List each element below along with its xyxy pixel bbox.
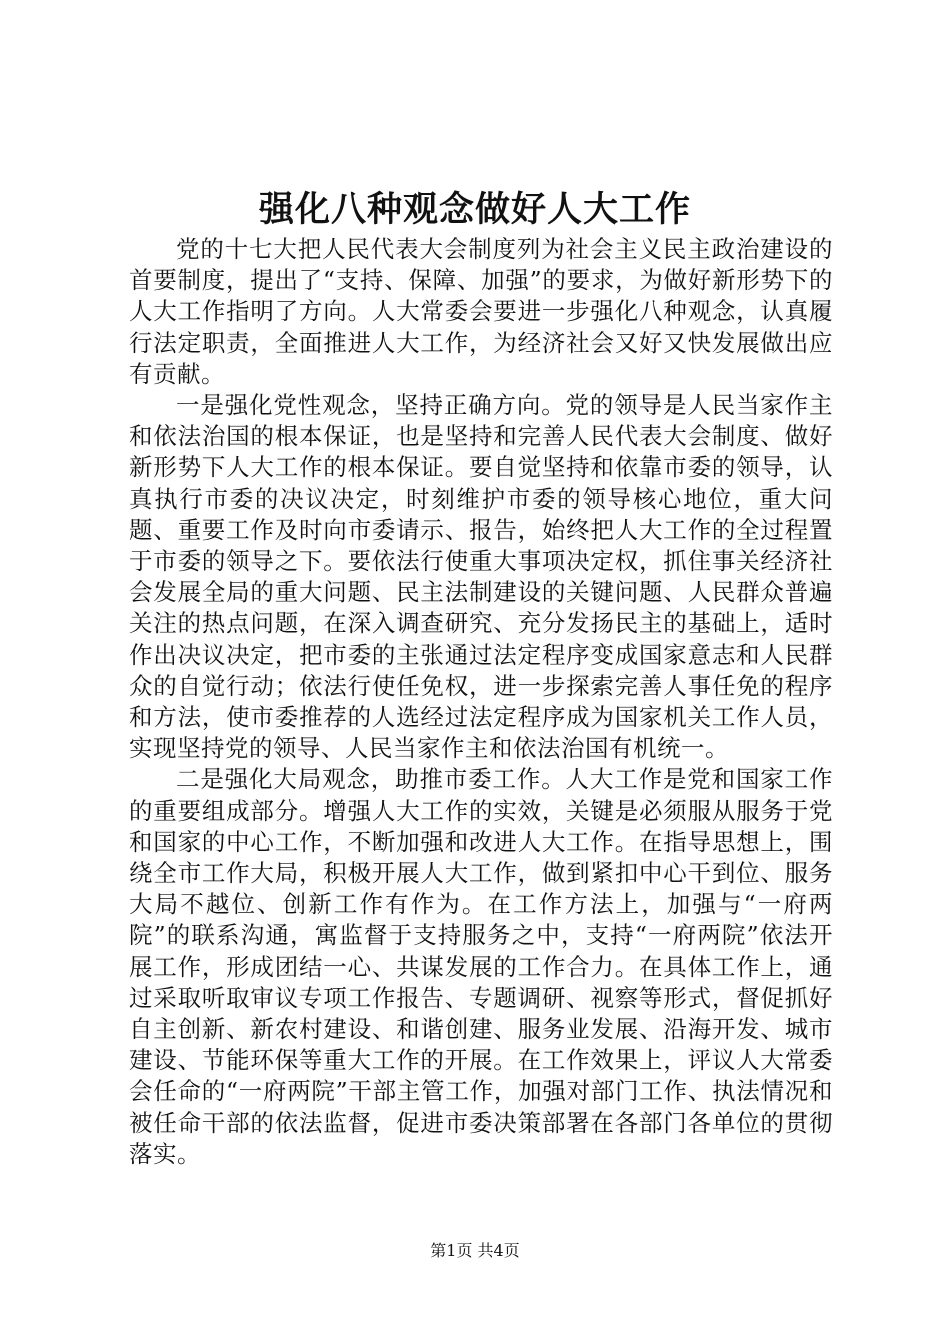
paragraph-party-spirit: 一是强化党性观念，坚持正确方向。党的领导是人民当家作主和依法治国的根本保证，也是坚持和完善人民代表大会制度、做好新形势下人大工作的根本保证。要自觉坚持和依靠市委的领导，认真执行市委的决议决定，时刻维护市委的领导核心地位，重大问题、重要工作及时向市委请示、报告，始终把人大工作的全过程置于市委的领导之下。要依法行使重大事项决定权，抓住事关经济社会发展全局的重大问题、民主法制建设的关键问题、人民群众普遍关注的热点问题，在深入调查研究、充分发扬民主的基础上，适时作出决议决定，把市委的主张通过法定程序变成国家意志和人民群众的自觉行动；依法行使任免权，进一步探索完善人事任免的程序和方法，使市委推荐的人选经过法定程序成为国家机关工作人员，实现坚持党的领导、人民当家作主和依法治国有机统一。: [129, 391, 833, 763]
paragraph-overall-situation: 二是强化大局观念，助推市委工作。人大工作是党和国家工作的重要组成部分。增强人大工作的实效，关键是必须服从服务于党和国家的中心工作，不断加强和改进人大工作。在指导思想上，围绕全市工作大局，积极开展人大工作，做到紧扣中心干到位、服务大局不越位、创新工作有作为。在工作方法上，加强与“一府两院”的联系沟通，寓监督于支持服务之中，支持“一府两院”依法开展工作，形成团结一心、共谋发展的工作合力。在具体工作上，通过采取听取审议专项工作报告、专题调研、视察等形式，督促抓好自主创新、新农村建设、和谐创建、服务业发展、沿海开发、城市建设、节能环保等重大工作的开展。在工作效果上，评议人大常委会任命的“一府两院”干部主管工作，加强对部门工作、执法情况和被任命干部的依法监督，促进市委决策部署在各部门各单位的贯彻落实。: [129, 765, 833, 1168]
paragraph-intro: 党的十七大把人民代表大会制度列为社会主义民主政治建设的首要制度，提出了“支持、保障、加强”的要求，为做好新形势下的人大工作指明了方向。人大常委会要进一步强化八种观念，认真履行法定职责，全面推进人大工作，为经济社会又好又快发展做出应有贡献。: [129, 235, 833, 388]
document-body: [129, 234, 833, 1170]
page-number-footer: 第1页 共4页: [430, 1241, 520, 1260]
document-title: 强化八种观念做好人大工作: [258, 189, 691, 230]
